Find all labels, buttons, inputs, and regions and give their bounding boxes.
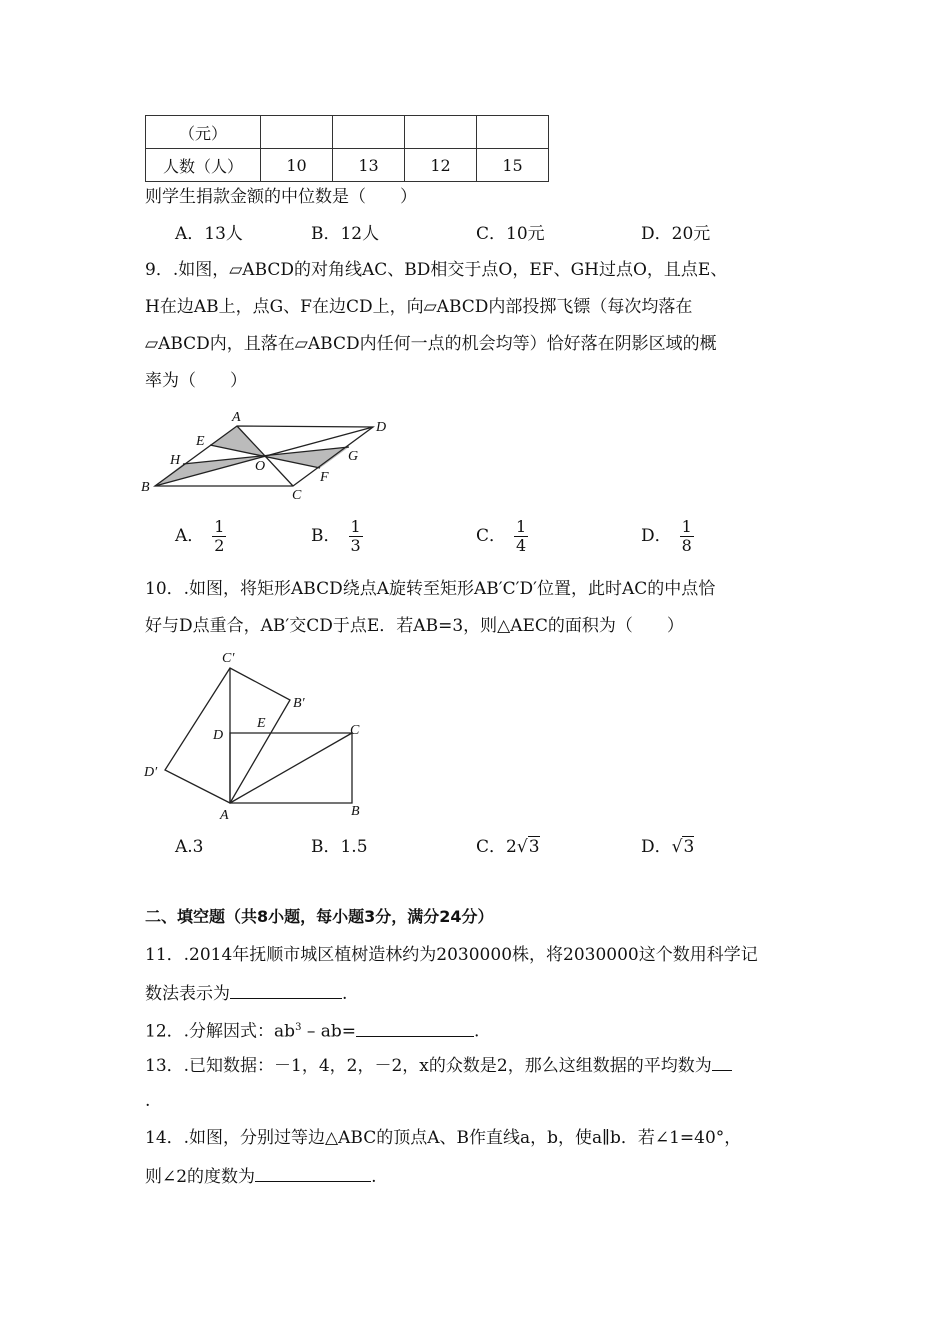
q8-stem: 则学生捐款金额的中位数是（ ） (145, 187, 417, 207)
q11-line: 数法表示为 . (145, 980, 347, 1006)
fraction: $\frac{1}{4}$ (516, 517, 527, 555)
label-a: A (232, 410, 241, 425)
label-g: G (348, 449, 359, 464)
q10-rectangle-figure (140, 645, 380, 825)
q10-line: 10．.如图，将矩形ABCD绕点A旋转至矩形AB′C′D′位置，此时AC的中点恰 (145, 579, 716, 599)
q10-option-a: A.3 (175, 837, 204, 857)
q10-option-d: D．√3 (641, 837, 695, 857)
q8-option-c: C．10元 (476, 224, 545, 244)
fraction: $\frac{1}{2}$ (214, 517, 225, 555)
table-cell: 15 (477, 149, 549, 182)
label-d: D (376, 420, 387, 435)
q8-option-a: A．13人 (175, 224, 243, 244)
label-a: A (220, 808, 229, 823)
answer-blank[interactable] (255, 1163, 371, 1182)
label-d-prime: D′ (144, 765, 158, 780)
q9-line: 9．.如图，▱ABCD的对角线AC、BD相交于点O，EF、GH过点O，且点E、 (145, 260, 728, 280)
q9-parallelogram-figure (140, 400, 400, 500)
q8-option-d: D．20元 (641, 224, 711, 244)
label-c: C (292, 488, 302, 500)
q9-option-c: C． $\frac{1}{4}$ (476, 517, 527, 555)
q10-line: 好与D点重合，AB′交CD于点E．若AB=3，则△AEC的面积为（ ） (145, 616, 684, 636)
q14-line: 14．.如图，分别过等边△ABC的顶点A、B作直线a，b，使a∥b．若∠1=40°， (145, 1128, 742, 1148)
label-c-prime: C′ (222, 651, 235, 666)
section-title: 二、填空题（共8小题，每小题3分，满分24分） (145, 907, 494, 926)
table-cell: 13 (333, 149, 405, 182)
q9-option-a: A． $\frac{1}{2}$ (175, 517, 225, 555)
label-b: B (141, 480, 150, 495)
answer-blank[interactable] (356, 1018, 474, 1037)
q9-option-d: D． $\frac{1}{8}$ (641, 517, 692, 555)
table-header-count: 人数（人） (146, 149, 261, 182)
label-b-prime: B′ (293, 696, 305, 711)
q10-option-b: B．1.5 (311, 837, 368, 857)
table-header-amount: （元） (146, 116, 261, 149)
q10-option-c: C．2√3 (476, 837, 540, 857)
q11-line: 11．.2014年抚顺市城区植树造林约为2030000株，将2030000这个数用科学记 (145, 945, 758, 965)
label-o: O (255, 459, 266, 474)
q9-option-b: B． $\frac{1}{3}$ (311, 517, 361, 555)
label-c: C (350, 723, 360, 738)
q9-line: 率为（ ） (145, 371, 247, 391)
label-f: F (320, 470, 329, 485)
answer-blank[interactable] (230, 980, 342, 999)
sqrt-icon: √ (516, 837, 528, 857)
label-b: B (351, 804, 360, 819)
q14-line: 则∠2的度数为 . (145, 1163, 376, 1189)
label-h: H (170, 453, 181, 468)
q8-option-b: B．12人 (311, 224, 380, 244)
label-e: E (196, 434, 205, 449)
label-e: E (257, 716, 266, 731)
donation-table (145, 115, 549, 182)
q13-line: 13．.已知数据：－1，4，2，－2，x的众数是2，那么这组数据的平均数为 (145, 1052, 732, 1078)
label-d: D (213, 728, 224, 743)
q13-line: . (145, 1091, 151, 1111)
fraction: $\frac{1}{3}$ (350, 517, 361, 555)
sqrt-icon: √ (671, 837, 683, 857)
table-cell: 12 (405, 149, 477, 182)
fraction: $\frac{1}{8}$ (681, 517, 692, 555)
q12-line: 12．.分解因式：$ab^3 - ab=$ . (145, 1016, 479, 1044)
answer-blank[interactable] (712, 1052, 732, 1071)
table-cell: 10 (261, 149, 333, 182)
q9-line: ▱ABCD内，且落在▱ABCD内任何一点的机会均等）恰好落在阴影区域的概 (145, 334, 717, 354)
q9-line: H在边AB上，点G、F在边CD上，向▱ABCD内部投掷飞镖（每次均落在 (145, 297, 693, 317)
